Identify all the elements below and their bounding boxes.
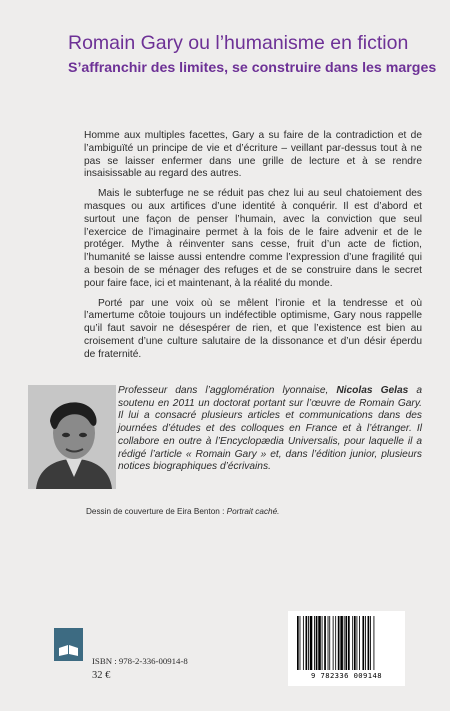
publisher-logo	[54, 628, 83, 661]
barcode-bar	[374, 616, 375, 670]
barcode-bar	[338, 616, 340, 670]
barcode	[288, 611, 405, 686]
book-title: Romain Gary ou l’humanisme en fiction	[68, 32, 409, 54]
barcode-bar	[340, 616, 343, 670]
barcode-bar	[354, 616, 356, 670]
barcode-bar	[359, 616, 360, 670]
barcode-bar	[300, 616, 301, 670]
barcode-bar	[335, 616, 336, 670]
barcode-bars	[297, 616, 396, 672]
isbn: ISBN : 978-2-336-00914-8	[92, 656, 188, 666]
blurb-paragraph: Homme aux multiples facettes, Gary a su faire de la contradiction et de l’ambiguïté un principe de vie et d’écriture – veillant par-dessus tout à ne pas se laisser enfermer dans une grille de lecture et à se rendre insaisissable au regard des autres.	[84, 130, 422, 180]
barcode-bar	[370, 616, 371, 670]
barcode-bar	[352, 616, 353, 670]
author-bio	[118, 385, 422, 474]
barcode-bar	[348, 616, 350, 670]
barcode-bar	[310, 616, 313, 670]
book-subtitle: S’affranchir des limites, se construire dans les marges	[68, 60, 437, 76]
barcode-bar	[357, 616, 358, 670]
blurb	[84, 130, 422, 369]
barcode-bar	[324, 616, 326, 670]
barcode-bar	[333, 616, 334, 670]
barcode-bar	[365, 616, 366, 670]
barcode-bar	[328, 616, 329, 670]
barcode-bar	[314, 616, 315, 670]
barcode-bar	[368, 616, 370, 670]
barcode-bar	[322, 616, 323, 670]
barcode-bar	[297, 616, 299, 670]
barcode-bar	[316, 616, 318, 670]
price: 32 €	[92, 670, 111, 681]
author-photo	[28, 385, 116, 489]
barcode-bar	[318, 616, 321, 670]
author-name: Nicolas Gelas	[336, 385, 409, 396]
credit-text: Dessin de couverture de Eira Benton :	[86, 507, 227, 516]
blurb-paragraph: Mais le subterfuge ne se réduit pas chez lui au seul chatoiement des masques ou aux artifices d’une identité à conquérir. Il est d’abord et surtout une façon de penser l’humain, avec la conviction que seul l’exercice de l’imaginaire permet à la fois de le faire advenir et de le protéger. Mythe à réinventer sans cesse, fruit d’un acte de fiction, l’humanité se laisse aussi entendre comme l’expression d’une fragilité qui a besoin de se ménager des refuges et de se construire dans le secret pour faire face, ici et maintenant, à la réalité du monde.	[84, 188, 422, 289]
bio-text: a soutenu en 2011 un doctorat portant sur l’œuvre de Romain Gary. Il lui a consacré plusieurs articles et communications dans des journées d’études et des colloques en France et à l’étranger. Il collabore en outre à l’Encyclopædia Universalis, pour laquelle il a rédigé l’article « Romain Gary » et, dans l’édition junior, plusieurs notices biographiques d’écrivains.	[118, 385, 422, 473]
barcode-digits: 9 782336 009148	[311, 671, 382, 680]
cover-credit	[86, 507, 416, 517]
bio-text: Professeur dans l’agglomération lyonnaise,	[118, 385, 337, 396]
barcode-bar	[362, 616, 364, 670]
blurb-paragraph: Porté par une voix où se mêlent l’ironie et la tendresse et où l’amertume côtoie toujours un indéfectible optimisme, Gary nous rappelle qu’il faut savoir ne désespérer de rien, et que l’existence est bien au croisement d’une culture salutaire de la dissonance et d’un désir éperdu de fraternité.	[84, 297, 422, 360]
barcode-bar	[306, 616, 308, 670]
barcode-bar	[345, 616, 347, 670]
credit-work: Portrait caché.	[226, 507, 280, 516]
barcode-bar	[344, 616, 345, 670]
barcode-bar	[308, 616, 309, 670]
barcode-bar	[303, 616, 304, 670]
barcode-bar	[329, 616, 330, 670]
